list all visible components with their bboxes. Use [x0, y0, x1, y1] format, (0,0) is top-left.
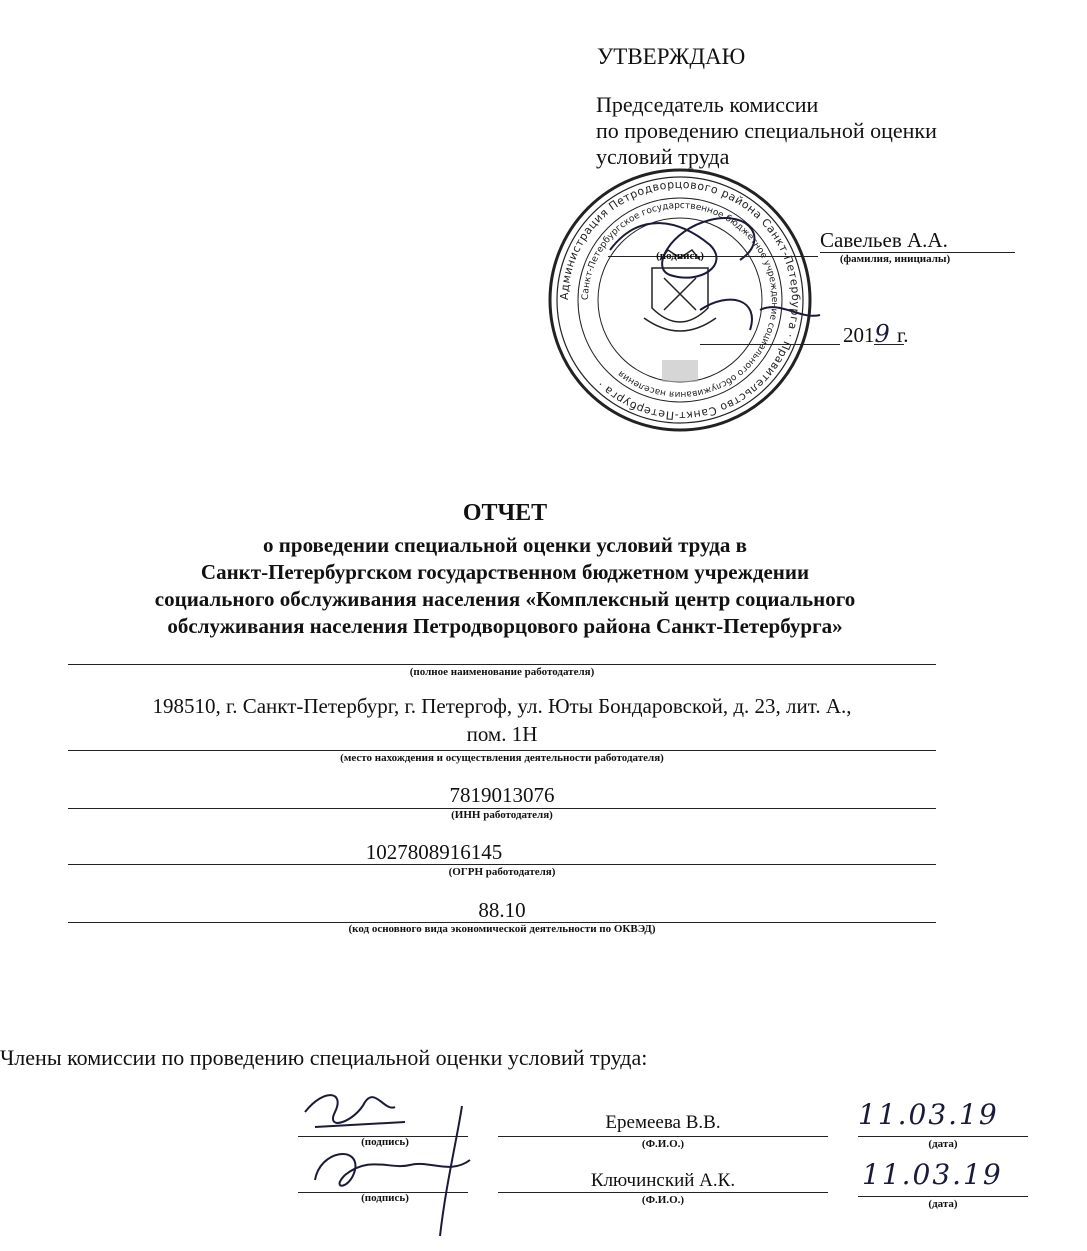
- employer-name-line: [68, 664, 936, 665]
- member-signature: [295, 1082, 415, 1142]
- member-name-line: [498, 1136, 828, 1137]
- employer-ogrn-caption: (ОГРН работодателя): [448, 866, 556, 878]
- employer-ogrn-line: [68, 864, 936, 865]
- report-subtitle-line: Санкт-Петербургском государственном бюджетном учреждении: [200, 560, 810, 584]
- approver-position: [596, 92, 937, 170]
- year-suffix: г.: [897, 323, 909, 347]
- year-handwritten: 9: [874, 320, 892, 348]
- date-line: [700, 344, 840, 345]
- employer-okved-caption: (код основного вида экономической деятельности по ОКВЭД): [348, 923, 656, 935]
- approver-name-caption: (фамилия, инициалы): [839, 253, 951, 265]
- report-title: ОТЧЕТ: [462, 500, 548, 526]
- member-date-caption: (дата): [928, 1138, 958, 1150]
- employer-name-caption: (полное наименование работодателя): [409, 666, 595, 678]
- commission-heading: Члены комиссии по проведению специальной оценки условий труда:: [0, 1045, 648, 1070]
- approval-heading: УТВЕРЖДАЮ: [597, 44, 746, 69]
- member-name-line: [498, 1192, 828, 1193]
- employer-ogrn: 1027808916145: [365, 840, 503, 864]
- pen-mark: [436, 1104, 466, 1239]
- year-prefix: 201: [843, 323, 875, 347]
- member-signature-caption: (подпись): [361, 1192, 409, 1204]
- member-date-caption: (дата): [928, 1198, 958, 1210]
- member-name-caption: (Ф.И.О.): [641, 1138, 685, 1150]
- employer-address-line2: пом. 1Н: [466, 722, 538, 746]
- member-name-caption: (Ф.И.О.): [641, 1194, 685, 1206]
- signature-caption: (подпись): [656, 250, 704, 262]
- member-date-line: [858, 1196, 1028, 1197]
- employer-address-line1: 198510, г. Санкт-Петербург, г. Петергоф, ул. Юты Бондаровской, д. 23, лит. А.,: [152, 694, 852, 718]
- report-subtitle-line: обслуживания населения Петродворцового района Санкт-Петербурга»: [167, 614, 843, 638]
- member-signature-caption: (подпись): [361, 1136, 409, 1148]
- employer-address-line: [68, 750, 936, 751]
- employer-address-caption: (место нахождения и осуществления деятельности работодателя): [340, 752, 664, 764]
- employer-inn-caption: (ИНН работодателя): [451, 809, 553, 821]
- employer-inn: 7819013076: [449, 783, 555, 807]
- approver-position-line: по проведению специальной оценки: [596, 118, 937, 143]
- year-underline: [874, 344, 904, 345]
- approver-name: Савельев А.А.: [820, 228, 948, 252]
- member-name: Ключинский А.К.: [590, 1170, 736, 1191]
- report-subtitle-line: социального обслуживания населения «Комплексный центр социального: [154, 587, 856, 611]
- member-date-line: [858, 1136, 1028, 1137]
- employer-okved: 88.10: [478, 898, 526, 922]
- member-name: Еремеева В.В.: [605, 1112, 721, 1133]
- svg-text:Санкт-Петербургское государств: Санкт-Петербургское государственное бюджетное учреждение социального обслуживания населения: [580, 200, 780, 400]
- approver-position-line: Председатель комиссии: [596, 92, 819, 117]
- approver-position-line: условий труда: [596, 144, 730, 169]
- member-date: 11.03.19: [862, 1158, 1003, 1191]
- chairman-signature: [600, 190, 840, 350]
- report-subtitle: [0, 532, 1010, 640]
- member-date: 11.03.19: [858, 1098, 999, 1131]
- svg-text:Администрация Петродворцового: Администрация Петродворцового района Санкт-Петербурга · Правительство Санкт-Петербурга ·: [557, 177, 803, 423]
- report-subtitle-line: о проведении специальной оценки условий труда в: [263, 533, 747, 557]
